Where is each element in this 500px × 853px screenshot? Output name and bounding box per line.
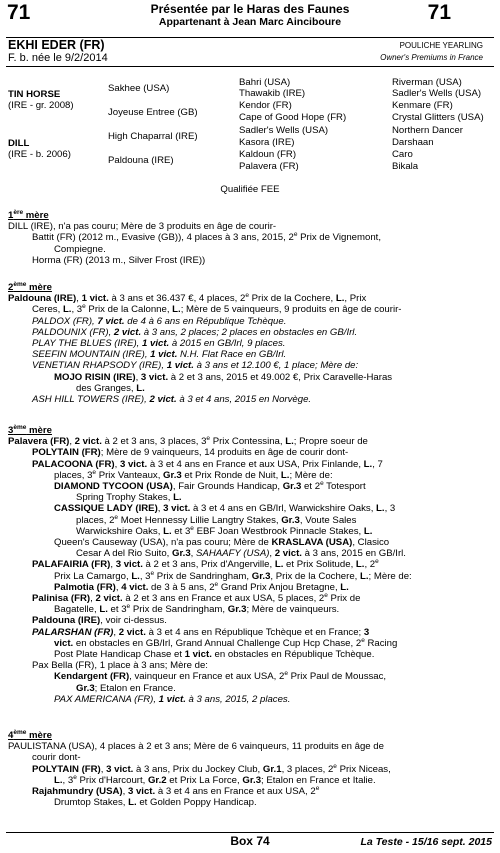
horse-divider: [6, 66, 494, 67]
text-line: VENETIAN RHAPSODY (IRE), 1 vict. à 3 ans et 12.100 €, 1 place; Mère de:: [32, 360, 359, 372]
text-line: L., 3e Prix d'Harcourt, Gr.2 et Prix La Force, Gr.3; Etalon en France et Italie.: [54, 773, 376, 786]
dam-info: (IRE - b. 2006): [8, 149, 71, 160]
text-line: PALACOONA (FR), 3 vict. à 3 et 4 ans en France et aux USA, Prix Finlande, L., 7: [32, 458, 383, 470]
lot-number-left: 71: [7, 1, 31, 24]
page-subtitle: Appartenant à Jean Marc Ainciboure: [158, 16, 342, 28]
text-line: Pax Bella (FR), 1 place à 3 ans; Mère de:: [32, 660, 208, 672]
text-line: MOJO RISIN (IRE), 3 vict. à 2 et 3 ans, 2015 et 49.002 €, Prix Caravelle-Haras: [54, 371, 393, 383]
text-line: Gr.3; Etalon en France.: [76, 682, 176, 694]
text-line: SEEFIN MOUNTAIN (IRE), 1 vict. N.H. Flat Race en GB/Irl.: [32, 349, 287, 361]
pedigree-gen2: High Chaparral (IRE): [108, 131, 198, 142]
text-line: DILL (IRE), n'a pas couru; Mère de 3 produits en âge de courir-: [8, 221, 277, 233]
text-line: Ceres, L., 3e Prix de la Calonne, L.; Mère de 5 vainqueurs, 9 produits en âge de courir-: [32, 303, 402, 316]
pedigree-gen2: Joyeuse Entree (GB): [108, 107, 198, 118]
section-heading: 1ère mère: [8, 208, 49, 221]
pedigree-gen4: Riverman (USA): [392, 77, 462, 88]
section-first-dam: [8, 210, 496, 266]
horse-category: POULICHE YEARLING: [399, 41, 483, 50]
text-line: PALDOX (FR), 7 vict. de 4 à 6 ans en République Tchèque.: [32, 315, 287, 327]
dam-name: DILL: [8, 138, 30, 149]
pedigree-gen3: Palavera (FR): [239, 161, 299, 172]
text-line: CASSIQUE LADY (IRE), 3 vict. à 3 et 4 ans en GB/Irl, Warwickshire Oaks, L., 3: [54, 503, 396, 515]
sale-info: La Teste - 15/16 sept. 2015: [360, 836, 492, 848]
text-line: Queen's Causeway (USA), n'a pas couru; Mère de KRASLAVA (USA), Clasico: [54, 537, 390, 549]
text-line: Cesar A del Rio Suito, Gr.3, SAHAAFY (USA), 2 vict. à 3 ans, 2015 en GB/Irl.: [76, 548, 406, 560]
lot-number-right: 71: [427, 1, 451, 24]
sire-info: (IRE - gr. 2008): [8, 100, 74, 111]
pedigree-gen4: Sadler's Wells (USA): [392, 88, 482, 99]
section-fourth-dam: [8, 730, 496, 808]
page-title: Présentée par le Haras des Faunes: [150, 2, 350, 16]
pedigree-gen3: Kaldoun (FR): [239, 149, 297, 160]
text-line: Paldouna (IRE), voir ci-dessus.: [32, 615, 167, 627]
text-line: Kendargent (FR), vainqueur en France et aux USA, 2e Prix Paul de Moussac,: [54, 670, 387, 683]
pedigree-gen4: Northern Dancer: [392, 125, 463, 136]
text-line: des Granges, L.: [76, 382, 145, 394]
pedigree-gen2: Paldouna (IRE): [108, 155, 174, 166]
text-line: POLYTAIN (FR); Mère de 9 vainqueurs, 14 produits en âge de courir dont-: [32, 447, 349, 459]
text-line: vict. en obstacles en GB/Irl, Grand Annual Challenge Cup Hcp Chase, 2e Racing: [54, 636, 398, 649]
text-line: Palavera (FR), 2 vict. à 2 et 3 ans, 3 places, 3e Prix Contessina, L.; Propre soeur de: [8, 435, 368, 448]
text-line: Horma (FR) (2013 m., Silver Frost (IRE)): [32, 254, 206, 266]
pedigree-gen4: Darshaan: [392, 137, 434, 148]
text-line: PLAY THE BLUES (IRE), 1 vict. à 2015 en GB/Irl, 9 places.: [32, 338, 286, 350]
text-line: Palinisa (FR), 2 vict. à 2 et 3 ans en France et aux USA, 5 places, 2e Prix de: [32, 591, 361, 605]
text-line: POLYTAIN (FR), 3 vict. à 3 ans, Prix du Jockey Club, Gr.1, 3 places, 2e Prix Niceas,: [32, 762, 391, 775]
text-line: Prix La Camargo, L., 3e Prix de Sandringham, Gr.3, Prix de la Cochere, L.; Mère de:: [54, 569, 412, 582]
text-line: courir dont-: [32, 752, 81, 764]
text-line: Paldouna (IRE), 1 vict. à 3 ans et 36.437 €, 4 places, 2e Prix de la Cochere, L., Prix: [8, 292, 367, 305]
text-line: PALARSHAN (FR), 2 vict. à 3 et 4 ans en République Tchèque et en France; 3: [32, 626, 370, 638]
text-line: places, 2e Moet Hennessy Lillie Langtry Stakes, Gr.3, Voute Sales: [76, 513, 357, 526]
footer-divider: [6, 832, 494, 833]
pedigree-gen3: Cape of Good Hope (FR): [239, 112, 347, 123]
pedigree-gen3: Kasora (IRE): [239, 137, 295, 148]
text-line: Post Plate Handicap Chase et 1 vict. en obstacles en République Tchèque.: [54, 649, 375, 661]
text-line: PAULISTANA (USA), 4 places à 2 et 3 ans; Mère de 6 vainqueurs, 11 produits en âge de: [8, 741, 384, 753]
text-line: PALDOUNIX (FR), 2 vict. à 3 ans, 2 places; 2 places en obstacles en GB/Irl.: [32, 326, 358, 338]
pedigree-gen3: Thawakib (IRE): [239, 88, 306, 99]
horse-name: EKHI EDER (FR): [8, 38, 105, 52]
pedigree-gen3: Kendor (FR): [239, 100, 292, 111]
text-line: Rajahmundry (USA), 3 vict. à 3 et 4 ans en France et aux USA, 2e: [32, 784, 320, 798]
sire-name: TIN HORSE: [8, 89, 61, 100]
text-line: Warwickshire Oaks, L. et 3e EBF Joan Westbrook Pinnacle Stakes, L.: [76, 524, 373, 537]
pedigree-gen4: Crystal Glitters (USA): [392, 112, 484, 123]
section-third-dam: [8, 425, 496, 705]
text-line: Drumtop Stakes, L. et Golden Poppy Handicap.: [54, 797, 257, 809]
text-line: Compiegne.: [54, 243, 106, 255]
pedigree-gen4: Caro: [392, 149, 413, 160]
pedigree-gen4: Kenmare (FR): [392, 100, 453, 111]
text-line: Bagatelle, L. et 3e Prix de Sandringham, Gr.3; Mère de vainqueurs.: [54, 603, 340, 616]
section-heading: 2ème mère: [8, 280, 52, 293]
pedigree-gen3: Bahri (USA): [239, 77, 291, 88]
pedigree-gen2: Sakhee (USA): [108, 83, 170, 94]
text-line: PALAFAIRIA (FR), 3 vict. à 2 et 3 ans, Prix d'Angerville, L. et Prix Solitude, L., 2e: [32, 558, 379, 571]
text-line: Palmotia (FR), 4 vict. de 3 à 5 ans, 2e Grand Prix Anjou Bretagne, L.: [54, 580, 349, 593]
section-heading: 3ème mère: [8, 423, 52, 436]
text-line: DIAMOND TYCOON (USA), Fair Grounds Handicap, Gr.3 et 2e Totesport: [54, 479, 366, 493]
owner-premium: Owner's Premiums in France: [380, 53, 483, 62]
pedigree-gen3: Sadler's Wells (USA): [239, 125, 329, 136]
text-line: PAX AMERICANA (FR), 1 vict. à 3 ans, 2015, 2 places.: [54, 693, 291, 705]
section-second-dam: [8, 282, 496, 405]
pedigree-gen4: Bikala: [392, 161, 419, 172]
box-number: Box 74: [230, 834, 270, 848]
text-line: ASH HILL TOWERS (IRE), 2 vict. à 3 et 4 ans, 2015 en Norvège.: [32, 394, 312, 406]
text-line: places, 3e Prix Vanteaux, Gr.3 et Prix Ronde de Nuit, L.; Mère de:: [54, 468, 333, 481]
text-line: Spring Trophy Stakes, L.: [76, 492, 182, 504]
qualification: Qualifiée FEE: [220, 184, 280, 195]
section-heading: 4ème mère: [8, 728, 52, 741]
text-line: Battit (FR) (2012 m., Evasive (GB)), 4 places à 3 ans, 2015, 2e Prix de Vignemont,: [32, 231, 381, 244]
horse-birth: F. b. née le 9/2/2014: [8, 52, 108, 64]
